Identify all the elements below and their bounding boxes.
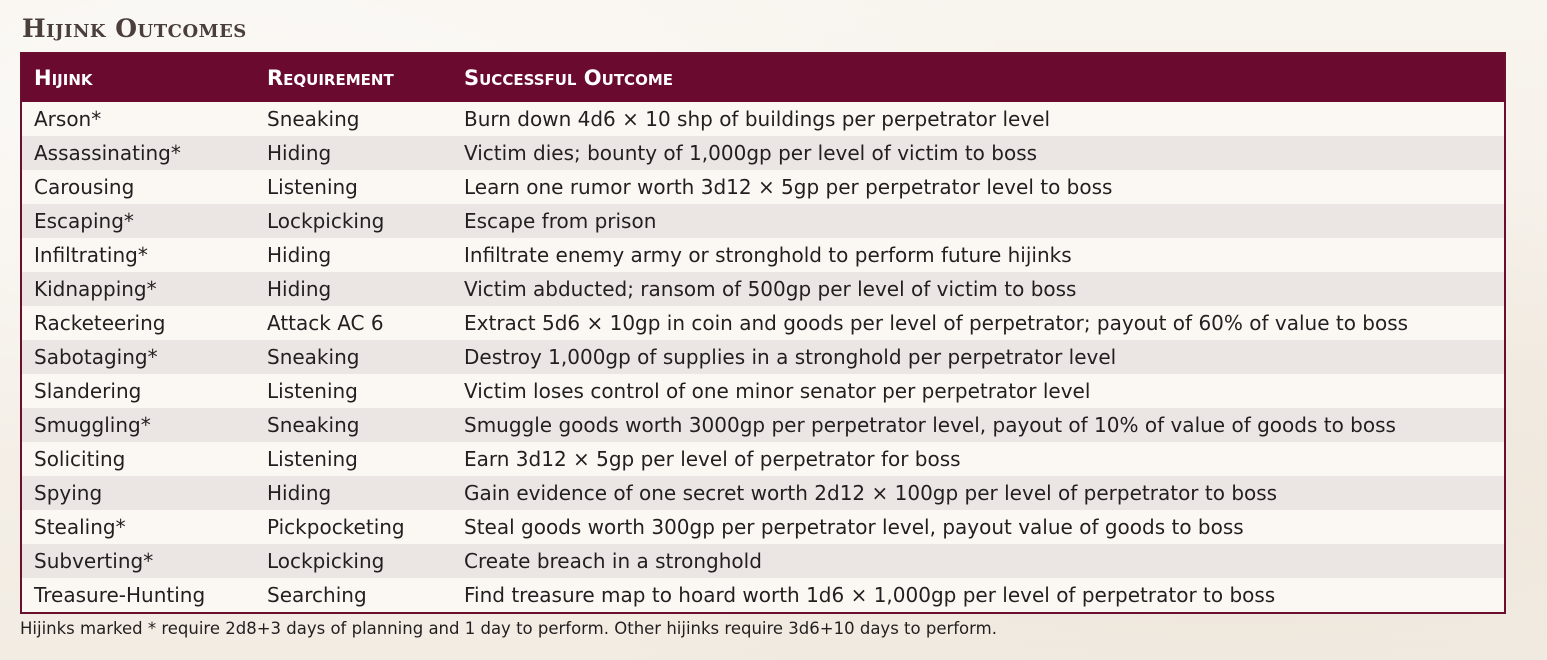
cell-outcome: Escape from prison <box>464 209 657 233</box>
cell-hijink: Infiltrating* <box>34 243 148 267</box>
cell-requirement: Listening <box>267 379 358 403</box>
cell-requirement: Listening <box>267 175 358 199</box>
header-hijink: Hijink <box>34 66 93 90</box>
cell-hijink: Racketeering <box>34 311 166 335</box>
header-successful-outcome: Successful Outcome <box>464 66 673 90</box>
cell-hijink: Smuggling* <box>34 413 151 437</box>
header-requirement: Requirement <box>267 66 394 90</box>
cell-requirement: Attack AC 6 <box>267 311 384 335</box>
cell-requirement: Sneaking <box>267 345 360 369</box>
cell-requirement: Lockpicking <box>267 549 385 573</box>
cell-outcome: Steal goods worth 300gp per perpetrator level, payout value of goods to boss <box>464 515 1244 539</box>
table-row <box>22 204 1504 238</box>
cell-outcome: Victim abducted; ransom of 500gp per level of victim to boss <box>464 277 1077 301</box>
cell-requirement: Hiding <box>267 481 332 505</box>
cell-hijink: Spying <box>34 481 103 505</box>
cell-outcome: Infiltrate enemy army or stronghold to perform future hijinks <box>464 243 1072 267</box>
table-header-row <box>22 54 1504 102</box>
cell-hijink: Subverting* <box>34 549 154 573</box>
cell-outcome: Create breach in a stronghold <box>464 549 762 573</box>
cell-outcome: Extract 5d6 × 10gp in coin and goods per level of perpetrator; payout of 60% of value to boss <box>464 311 1409 335</box>
page-title: Hijink Outcomes <box>22 14 247 43</box>
table-row <box>22 170 1504 204</box>
table-row <box>22 102 1504 136</box>
cell-outcome: Learn one rumor worth 3d12 × 5gp per perpetrator level to boss <box>464 175 1113 199</box>
cell-outcome: Burn down 4d6 × 10 shp of buildings per perpetrator level <box>464 107 1051 131</box>
cell-requirement: Sneaking <box>267 107 360 131</box>
cell-requirement: Sneaking <box>267 413 360 437</box>
table-row <box>22 442 1504 476</box>
cell-hijink: Arson* <box>34 107 102 131</box>
cell-outcome: Smuggle goods worth 3000gp per perpetrator level, payout of 10% of value of goods to boss <box>464 413 1396 437</box>
cell-requirement: Hiding <box>267 141 332 165</box>
cell-hijink: Carousing <box>34 175 135 199</box>
table-row <box>22 340 1504 374</box>
cell-requirement: Lockpicking <box>267 209 385 233</box>
cell-outcome: Gain evidence of one secret worth 2d12 × 100gp per level of perpetrator to boss <box>464 481 1278 505</box>
cell-hijink: Escaping* <box>34 209 134 233</box>
table-footnote: Hijinks marked * require 2d8+3 days of planning and 1 day to perform. Other hijinks require 3d6+10 days to perform. <box>20 619 997 638</box>
hijink-outcomes-table <box>20 52 1506 614</box>
cell-hijink: Sabotaging* <box>34 345 158 369</box>
cell-outcome: Victim dies; bounty of 1,000gp per level of victim to boss <box>464 141 1038 165</box>
cell-requirement: Hiding <box>267 243 332 267</box>
cell-requirement: Pickpocketing <box>267 515 405 539</box>
cell-hijink: Stealing* <box>34 515 126 539</box>
table-row <box>22 510 1504 544</box>
table-row <box>22 136 1504 170</box>
cell-requirement: Searching <box>267 583 367 607</box>
cell-hijink: Treasure-Hunting <box>34 583 206 607</box>
table-row <box>22 408 1504 442</box>
cell-outcome: Earn 3d12 × 5gp per level of perpetrator for boss <box>464 447 961 471</box>
cell-hijink: Assassinating* <box>34 141 181 165</box>
table-row <box>22 238 1504 272</box>
table-row <box>22 374 1504 408</box>
cell-requirement: Listening <box>267 447 358 471</box>
cell-outcome: Find treasure map to hoard worth 1d6 × 1,000gp per level of perpetrator to boss <box>464 583 1276 607</box>
table-row <box>22 272 1504 306</box>
cell-requirement: Hiding <box>267 277 332 301</box>
table-row <box>22 476 1504 510</box>
cell-outcome: Victim loses control of one minor senator per perpetrator level <box>464 379 1091 403</box>
cell-hijink: Slandering <box>34 379 142 403</box>
cell-hijink: Kidnapping* <box>34 277 157 301</box>
table-row <box>22 578 1504 612</box>
table-row <box>22 544 1504 578</box>
table-row <box>22 306 1504 340</box>
cell-hijink: Soliciting <box>34 447 126 471</box>
cell-outcome: Destroy 1,000gp of supplies in a stronghold per perpetrator level <box>464 345 1117 369</box>
